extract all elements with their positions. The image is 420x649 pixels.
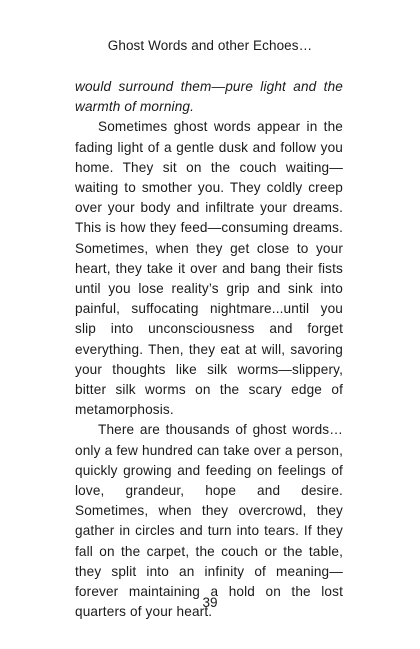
running-header-title: Ghost Words and other Echoes… <box>107 38 313 53</box>
body-text <box>75 77 343 622</box>
paragraph-ghost-words-dusk: Sometimes ghost words appear in the fading light of a gentle dusk and follow you home. They sit on the couch waiting—waiting to smother you. They coldly creep over your body and infiltrate your dreams. This is how they feed—consuming dreams. Sometimes, when they get close to your heart, they take it over and bang their fists until you lose reality’s grip and sink into painful, suffocating nightmare...until you slip into unconsciousness and forget everything. Then, they eat at will, savoring your thoughts like silk worms—slippery, bitter silk worms on the scary edge of metamorphosis. <box>75 119 343 418</box>
page-number: 39 <box>202 595 218 610</box>
opening-italic-fragment: would surround them—pure light and the warmth of morning. <box>75 79 343 115</box>
paragraph-thousands-ghost-words: There are thousands of ghost words… only a few hundred can take over a person, quickly growing and feeding on feelings of love, grandeur, hope and desire. Sometimes, when they overcrowd, they gather in circles and turn into tears. If they fall on the carpet, the couch or the table, they split into an infinity of meaning—forever maintaining a hold on the lost quarters of your heart. <box>75 422 343 620</box>
